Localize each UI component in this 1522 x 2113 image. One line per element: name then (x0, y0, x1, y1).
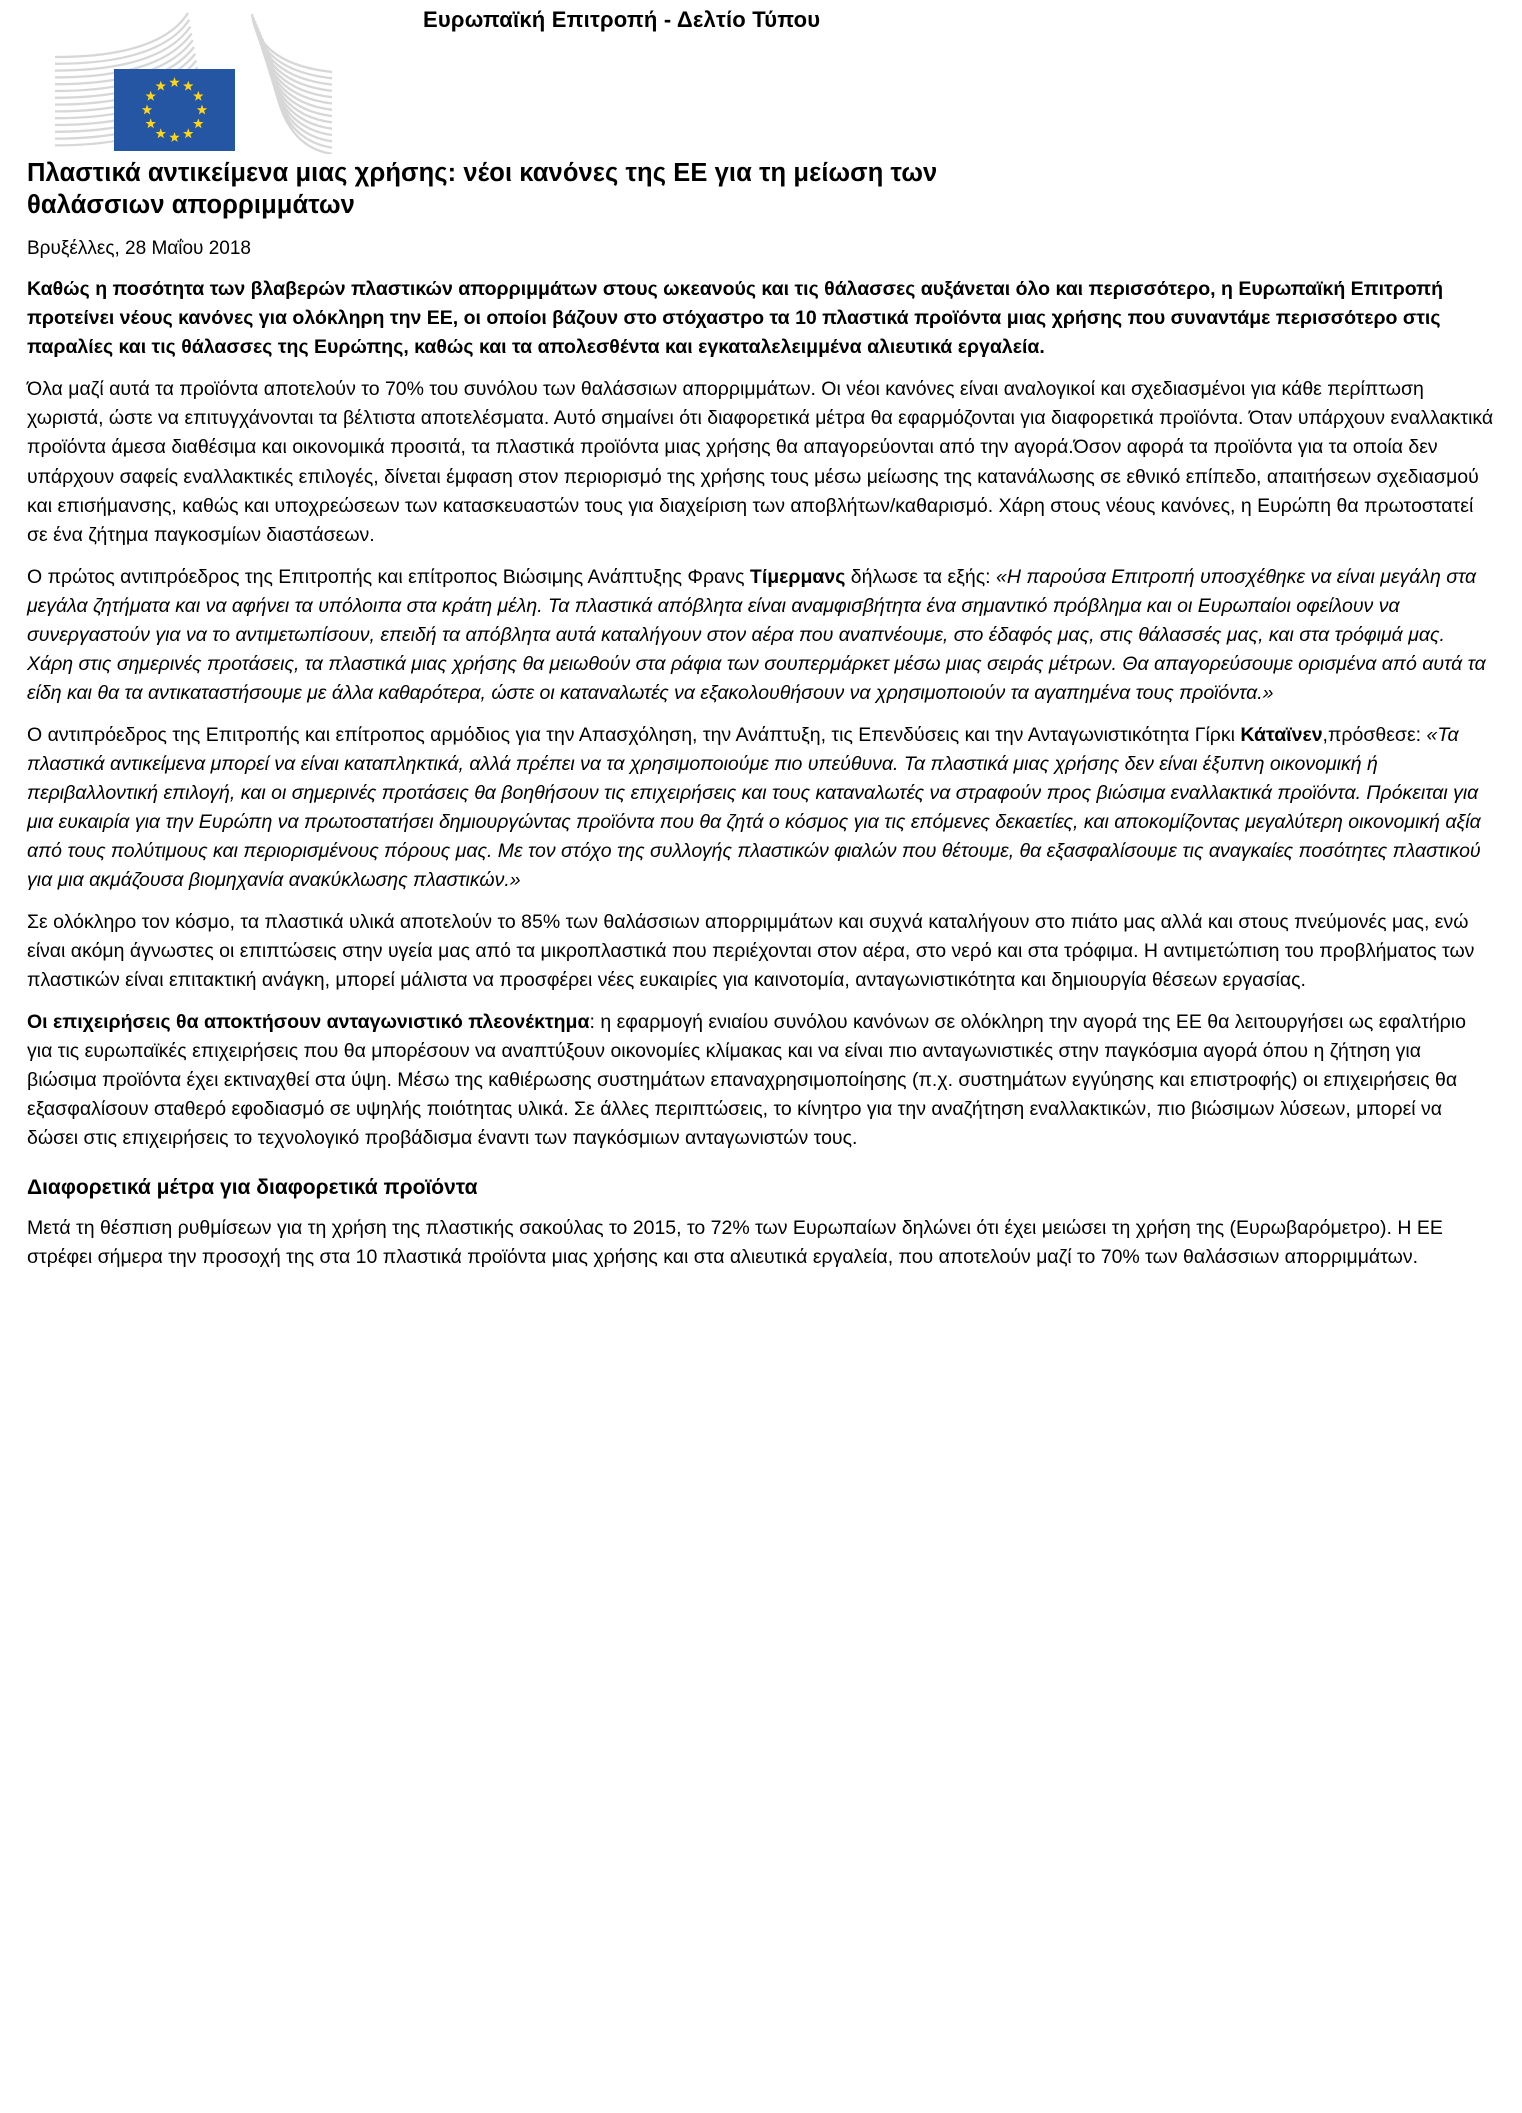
section-heading-different-measures: Διαφορετικά μέτρα για διαφορετικά προϊόντα (27, 1175, 478, 1199)
article-title: Πλαστικά αντικείμενα μιας χρήσης: νέοι κανόνες της ΕΕ για τη μείωση των θαλάσσιων απορριμμάτων (27, 159, 938, 219)
business-bold-lead: Οι επιχειρήσεις θα αποκτήσουν ανταγωνιστικό πλεονέκτημα (27, 1011, 590, 1034)
paragraph-world: Σε ολόκληρο τον κόσμο, τα πλαστικά υλικά αποτελούν το 85% των θαλάσσιων απορριμμάτων και συχνά καταλήγουν στο πιάτο μας αλλά και στους πνεύμονές μας, ενώ είναι ακόμη άγνωστες οι επιπτώσεις στην υγεία μας από τα μικροπλαστικά που περιέχονται στον αέρα, στο νερό και στα τρόφιμα. Η αντιμετώπιση του προβλήματος των πλαστικών είναι επιτακτική ανάγκη, μπορεί μάλιστα να προσφέρει νέες ευκαιρίες για καινοτομία, ανταγωνιστικότητα και δημιουργία θέσεων εργασίας. (27, 911, 1475, 992)
katainen-intro: Ο αντιπρόεδρος της Επιτροπής και επίτροπος αρμόδιος για την Απασχόληση, την Ανάπτυξη, τις Επενδύσεις και την Ανταγωνιστικότητα Γίρκι (27, 723, 1241, 746)
timmermans-intro: Ο πρώτος αντιπρόεδρος της Επιτροπής και επίτροπος Βιώσιμης Ανάπτυξης Φρανς (27, 565, 750, 588)
paragraph-measures: Μετά τη θέσπιση ρυθμίσεων για τη χρήση της πλαστικής σακούλας το 2015, το 72% των Ευρωπαίων δηλώνει ότι έχει μειώσει τη χρήση της (Ευρωβαρόμετρο). Η ΕΕ στρέφει σήμερα την προσοχή της στα 10 πλαστικά προϊόντα μιας χρήσης και στα αλιευτικά εργαλεία, που αποτελούν μαζί το 70% των θαλάσσιων απορριμμάτων. (27, 1216, 1443, 1268)
katainen-name: Κάταϊνεν (1240, 723, 1323, 746)
paragraph-overview: Όλα μαζί αυτά τα προϊόντα αποτελούν το 70% του συνόλου των θαλάσσιων απορριμμάτων. Οι νέοι κανόνες είναι αναλογικοί και σχεδιασμένοι για κάθε περίπτωση χωριστά, ώστε να επιτυγχάνονται τα βέλτιστα αποτελέσματα. Αυτό σημαίνει ότι διαφορετικά μέτρα θα εφαρμόζονται για διαφορετικά προϊόντα. Όταν υπάρχουν εναλλακτικά προϊόντα άμεσα διαθέσιμα και οικονομικά προσιτά, τα πλαστικά προϊόντα μιας χρήσης θα απαγορεύονται από την αγορά.Όσον αφορά τα προϊόντα για τα οποία δεν υπάρχουν σαφείς εναλλακτικές επιλογές, δίνεται έμφαση στον περιορισμό της χρήσης τους μέσω μείωσης της κατανάλωσης σε εθνικό επίπεδο, απαιτήσεων σχεδιασμού και επισήμανσης, καθώς και υποχρεώσεων των κατασκευαστών τους για διαχείριση των αποβλήτων/καθαρισμό. Χάρη στους νέους κανόνες, η Ευρώπη θα πρωτοστατεί σε ένα ζήτημα παγκοσμίων διαστάσεων. (27, 378, 1494, 546)
press-release-banner: Ευρωπαϊκή Επιτροπή - Δελτίο Τύπου (423, 7, 821, 32)
dateline: Βρυξέλλες, 28 Μαΐου 2018 (27, 238, 251, 260)
berlaymont-lines-right (252, 14, 332, 154)
article (0, 158, 1522, 1272)
business-rest: : η εφαρμογή ενιαίου συνόλου κανόνων σε ολόκληρη την αγορά της ΕΕ θα λειτουργήσει ως εφαλτήριο για τις ευρωπαϊκές επιχειρήσεις που θα μπορέσουν να αναπτύξουν οικονομίες κλίμακας και να είναι πιο ανταγωνιστικές στην παγκόσμια αγορά όπου η ζήτηση για βιώσιμα προϊόντα έχει εκτιναχθεί στα ύψη. Μέσω της καθιέρωσης συστημάτων επαναχρησιμοποίησης (π.χ. συστημάτων εγγύησης και επιστροφής) οι επιχειρήσεις θα εξασφαλίσουν σταθερό εφοδιασμό σε υψηλής ποιότητας υλικά. Σε άλλες περιπτώσεις, το κίνητρο για την αναζήτηση εναλλακτικών, πιο βιώσιμων λύσεων, μπορεί να δώσει στις επιχειρήσεις το τεχνολογικό προβάδισμα έναντι των παγκόσμιων ανταγωνιστών τους. (27, 1011, 1466, 1150)
european-commission-logo (40, 4, 340, 154)
timmermans-name: Τίμερμανς (749, 565, 846, 588)
paragraph-timmermans (27, 563, 1495, 708)
paragraph-business (27, 1008, 1495, 1153)
timmermans-quote: «Η παρούσα Επιτροπή υποσχέθηκε να είναι μεγάλη στα μεγάλα ζητήματα και να αφήνει τα υπόλοιπα στα κράτη μέλη. Τα πλαστικά απόβλητα είναι αναμφισβήτητα ένα σημαντικό πρόβλημα και οι Ευρωπαίοι οφείλουν να συνεργαστούν για να το αντιμετωπίσουν, επειδή τα απόβλητα αυτά καταλήγουν στον αέρα που αναπνέουμε, στο έδαφός μας, στις θάλασσές μας, και στα τρόφιμά μας. Χάρη στις σημερινές προτάσεις, τα πλαστικά μιας χρήσης θα μειωθούν στα ράφια των σουπερμάρκετ μέσω μιας σειράς μέτρων. Θα απαγορεύσουμε ορισμένα από αυτά τα είδη και θα τα αντικαταστήσουμε με άλλα καθαρότερα, ώστε οι καταναλωτές να εξακολουθήσουν να χρησιμοποιούν τα αγαπημένα τους προϊόντα.» (27, 565, 1486, 704)
katainen-quote: «Τα πλαστικά αντικείμενα μπορεί να είναι καταπληκτικά, αλλά πρέπει να τα χρησιμοποιούμε πιο υπεύθυνα. Τα πλαστικά μιας χρήσης δεν είναι έξυπνη οικονομική ή περιβαλλοντική επιλογή, και οι σημερινές προτάσεις θα βοηθήσουν τις επιχειρήσεις και τους καταναλωτές να στραφούν προς βιώσιμα εναλλακτικά προϊόντα. Πρόκειται για μια ευκαιρία για την Ευρώπη να πρωτοστατήσει δημιουργώντας προϊόντα που θα ζητά ο κόσμος για τις επόμενες δεκαετίες, και αποκομίζοντας μεγαλύτερη οικονομική αξία από τους πολύτιμους και περιορισμένους πόρους μας. Με τον στόχο της συλλογής πλαστικών φιαλών που θέτουμε, θα εξασφαλίσουμε τις αναγκαίες ποσότητες πλαστικού για μια ακμάζουσα βιομηχανία ανακύκλωσης πλαστικών.» (27, 723, 1481, 892)
timmermans-post: δήλωσε τα εξής: (845, 565, 996, 588)
lead-paragraph: Καθώς η ποσότητα των βλαβερών πλαστικών απορριμμάτων στους ωκεανούς και τις θάλασσες αυξάνεται όλο και περισσότερο, η Ευρωπαϊκή Επιτροπή προτείνει νέους κανόνες για ολόκληρη την ΕΕ, οι οποίοι βάζουν στο στόχαστρο τα 10 πλαστικά προϊόντα μιας χρήσης που συναντάμε περισσότερο στις παραλίες και τις θάλασσες της Ευρώπης, καθώς και τα απολεσθέντα και εγκαταλελειμμένα αλιευτικά εργαλεία. (27, 278, 1443, 359)
katainen-post: ,πρόσθεσε: (1322, 723, 1427, 746)
header (0, 0, 1522, 152)
paragraph-katainen (27, 721, 1495, 895)
eu-flag (114, 69, 235, 151)
